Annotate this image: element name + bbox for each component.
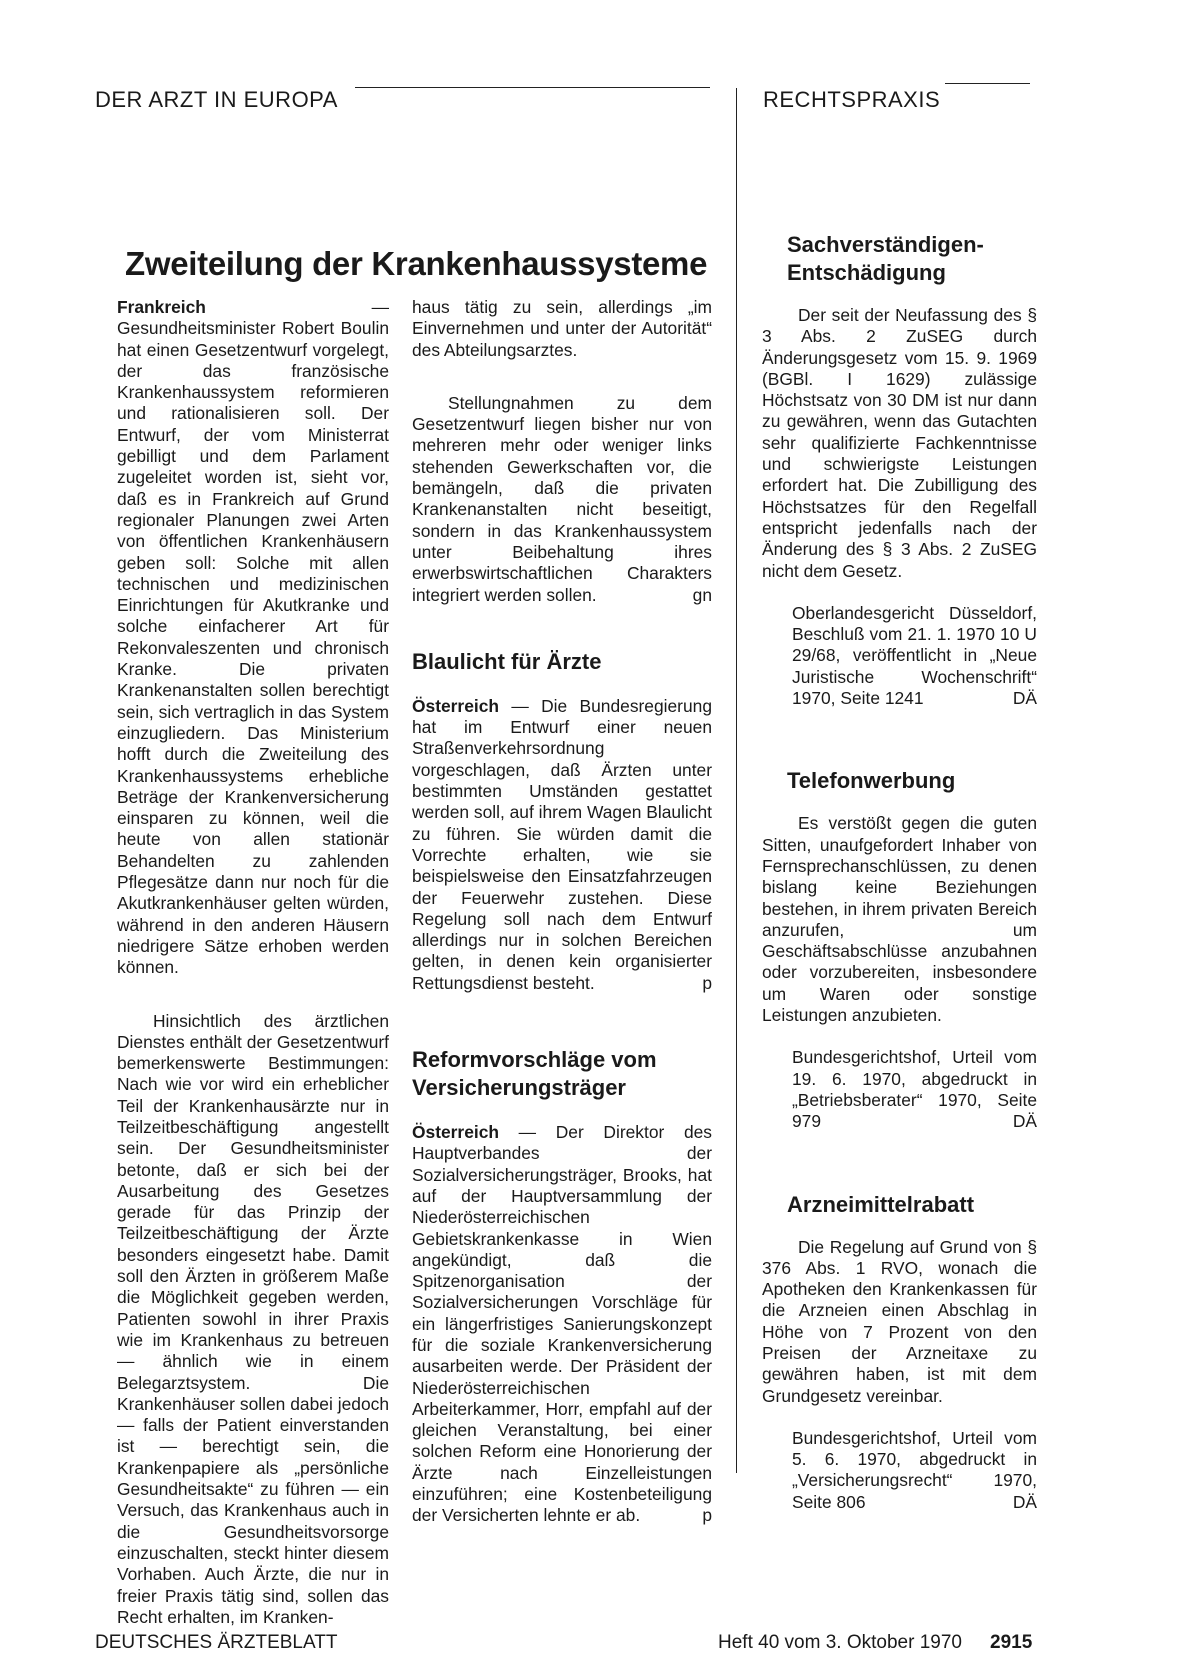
- article-column-1: [117, 297, 389, 1628]
- paragraph-text: — Die Bundesregierung hat im Entwurf einer neuen Straßenverkehrsordnung vorgeschlagen, daß Ärzten unter bestimmten Umständen gestattet werden soll, auf ihrem Wagen Blaulicht zu führen. Sie würden damit die Vorrechte erhalten, wie sie beispielsweise den Einsatzfahrzeugen der Feuerwehr zustehen. Diese Regelung soll nach dem Entwurf allerdings nur in solchen Bereichen gelten, in denen kein organisierter Rettungsdienst besteht.: [412, 695, 712, 993]
- legal-citation: [762, 1047, 1037, 1132]
- legal-item: [762, 231, 1037, 709]
- legal-item-text: Es verstößt gegen die guten Sitten, unaufgefordert Inhaber von Fernsprechanschlüssen, zu denen bislang keine Beziehungen bestehen, in ihrem privaten Bereich anzurufen, um Geschäftsabschlüsse anzubahnen oder vorzubereiten, insbesondere um Waren oder sonstige Leistungen anzubieten.: [762, 813, 1037, 1026]
- rechtspraxis-column: [762, 231, 1037, 1513]
- citation-text: Bundesgerichtshof, Urteil vom 5. 6. 1970, abgedruckt in „Versicherungsrecht“ 1970, Seite 806: [792, 1427, 1037, 1512]
- author-signature: p: [702, 1505, 712, 1526]
- legal-item: [762, 1191, 1037, 1514]
- dateline: Österreich: [412, 1122, 499, 1143]
- citation-text: Bundesgerichtshof, Urteil vom 19. 6. 1970, abgedruckt in „Betriebsberater“ 1970, Seite 979: [792, 1047, 1037, 1132]
- legal-item: [762, 767, 1037, 1132]
- author-signature: p: [702, 972, 712, 993]
- paragraph-text: Stellungnahmen zu dem Gesetzentwurf liegen bisher nur von mehreren mehr oder weniger links stehenden Gewerkschaften vor, die bemängeln, daß die privaten Krankenanstalten nicht beseitigt, sondern in das Krankenhaussystem unter Beibehaltung ihres erwerbswirtschaftlichen Charakters integriert werden sollen.: [412, 392, 712, 605]
- footer-publication: DEUTSCHES ÄRZTEBLATT: [95, 1632, 338, 1653]
- header-rule-right: [945, 83, 1030, 84]
- author-signature: gn: [692, 584, 712, 605]
- article-paragraph-2: Hinsichtlich des ärztlichen Dienstes enthält der Gesetzentwurf bemerkenswerte Bestimmungen: Nach wie vor wird ein erheblicher Teil der Krankenhausärzte nur in Teilzeitbeschäftigung angestellt sein. Der Gesundheitsminister betonte, daß er sich bei der Ausarbeitung des Gesetzes gerade für das Prinzip der Teilzeitbeschäftigung der Ärzte besonders eingesetzt habe. Damit soll den Ärzten in größerem Maße die Möglichkeit gegeben werden, Patienten sowohl in ihrer Praxis wie im Krankenhaus zu betreuen — ähnlich wie in einem Belegarztsystem. Die Krankenhäuser sollen dabei jedoch — falls der Patient einverstanden ist — berechtigt sein, die Krankenpapiere als „persönliche Gesundheitsakte“ zu führen — ein Versuch, das Krankenhaus auch in die Gesundheitsvorsorge einzuschalten, steckt hinter diesem Vorhaben. Auch Ärzte, die nur in freier Praxis tätig sind, sollen das Recht erhalten, im Kranken-: [117, 1010, 389, 1627]
- footer-issue: Heft 40 vom 3. Oktober 1970: [718, 1632, 962, 1653]
- column-divider: [736, 88, 737, 1473]
- header-rule-left: [355, 87, 710, 88]
- section-heading-reform: Reformvorschläge vom Versicherungsträger: [412, 1047, 657, 1101]
- paragraph-text: — Der Direktor des Hauptverbandes der Sozialversicherungsträger, Brooks, hat auf der Hauptversammlung der Niederösterreichischen Gebietskrankenkasse in Wien angekündigt, daß die Spitzenorganisation der Sozialversicherungen Vorschläge für ein längerfristiges Sanierungskonzept für die soziale Krankenversicherung ausarbeiten werde. Der Präsident der Niederösterreichischen Arbeiterkammer, Horr, empfahl auf der gleichen Veranstaltung, bei einer solchen Reform eine Honorierung der Ärzte nach Einzelleistungen einzuführen; eine Kostenbeteiligung der Versicherten lehnte er ab.: [412, 1122, 712, 1526]
- citation-text: Oberlandesgericht Düsseldorf, Beschluß vom 21. 1. 1970 10 U 29/68, veröffentlicht in „Neue Juristische Wochenschrift“ 1970, Seite 1241: [792, 602, 1037, 709]
- legal-item-title: Arzneimittelrabatt: [787, 1191, 975, 1217]
- dateline: Österreich: [412, 695, 499, 716]
- section-label-right: RECHTSPRAXIS: [763, 87, 941, 112]
- article-paragraph-1: [117, 297, 389, 979]
- section-label-left: DER ARZT IN EUROPA: [95, 87, 338, 112]
- article-title: Zweiteilung der Krankenhaussysteme: [125, 245, 708, 282]
- reform-paragraph: [412, 1122, 712, 1527]
- page-number: 2915: [990, 1632, 1033, 1653]
- legal-item-text: Die Regelung auf Grund von § 376 Abs. 1 RVO, wonach die Apotheken den Krankenkassen für die Arzneien einen Abschlag in Höhe von 7 Prozent von den Preisen der Arzneitaxe zu gewähren haben, ist mit dem Grundgesetz vereinbar.: [762, 1236, 1037, 1406]
- paragraph-text: — Gesundheitsminister Robert Boulin hat einen Gesetzentwurf vorgelegt, der das französische Krankenhaussystem reformieren und rationalisieren soll. Der Entwurf, der vom Ministerrat gebilligt und dem Parlament zugeleitet worden ist, sieht vor, daß es in Frankreich auf Grund regionaler Planungen zwei Arten von öffentlichen Krankenhäusern geben soll: Solche mit allen technischen und medizinischen Einrichtungen für Akutkranke und solche einfacherer Art für Rekonvaleszenten und chronisch Kranke. Die privaten Krankenanstalten sollen berechtigt sein, sich vertraglich in das System einzugliedern. Das Ministerium hofft durch die Zweiteilung des Krankenhaussystems erhebliche Beträge der Krankenversicherung einsparen zu können, weil die heute von allen stationär Behandelten zu zahlenden Pflegesätze dann nur noch für die Akutkrankenhäuser gelten würden, während in den anderen Häusern niedrigere Sätze erhoben werden können.: [117, 297, 389, 978]
- author-signature: DÄ: [1012, 1491, 1037, 1512]
- legal-citation: [762, 1428, 1037, 1513]
- dateline: Frankreich: [117, 297, 206, 317]
- legal-citation: [762, 603, 1037, 709]
- article-paragraph-4: [412, 393, 712, 606]
- article-paragraph-3: haus tätig zu sein, allerdings „im Einvernehmen und unter der Autorität“ des Abteilungsarztes.: [412, 297, 712, 360]
- author-signature: DÄ: [1012, 1111, 1037, 1132]
- article-column-2: [412, 297, 712, 1527]
- legal-item-title: Sachverständigen-Entschädigung: [787, 232, 984, 285]
- author-signature: DÄ: [1012, 688, 1037, 709]
- blaulicht-paragraph: [412, 696, 712, 994]
- legal-item-text: Der seit der Neufassung des § 3 Abs. 2 ZuSEG durch Änderungsgesetz vom 15. 9. 1969 (BGBl. I 1629) zulässige Höchstsatz von 30 DM ist nur dann zu gewähren, wenn das Gutachten sehr qualifizierte Fachkenntnisse und schwierigste Leistungen erfordert hat. Die Zubilligung des Höchstsatzes für den Regelfall entspricht jedenfalls nach der Änderung des § 3 Abs. 2 ZuSEG nicht dem Gesetz.: [762, 305, 1037, 581]
- section-heading-blaulicht: Blaulicht für Ärzte: [412, 648, 602, 674]
- legal-item-title: Telefonwerbung: [787, 768, 956, 794]
